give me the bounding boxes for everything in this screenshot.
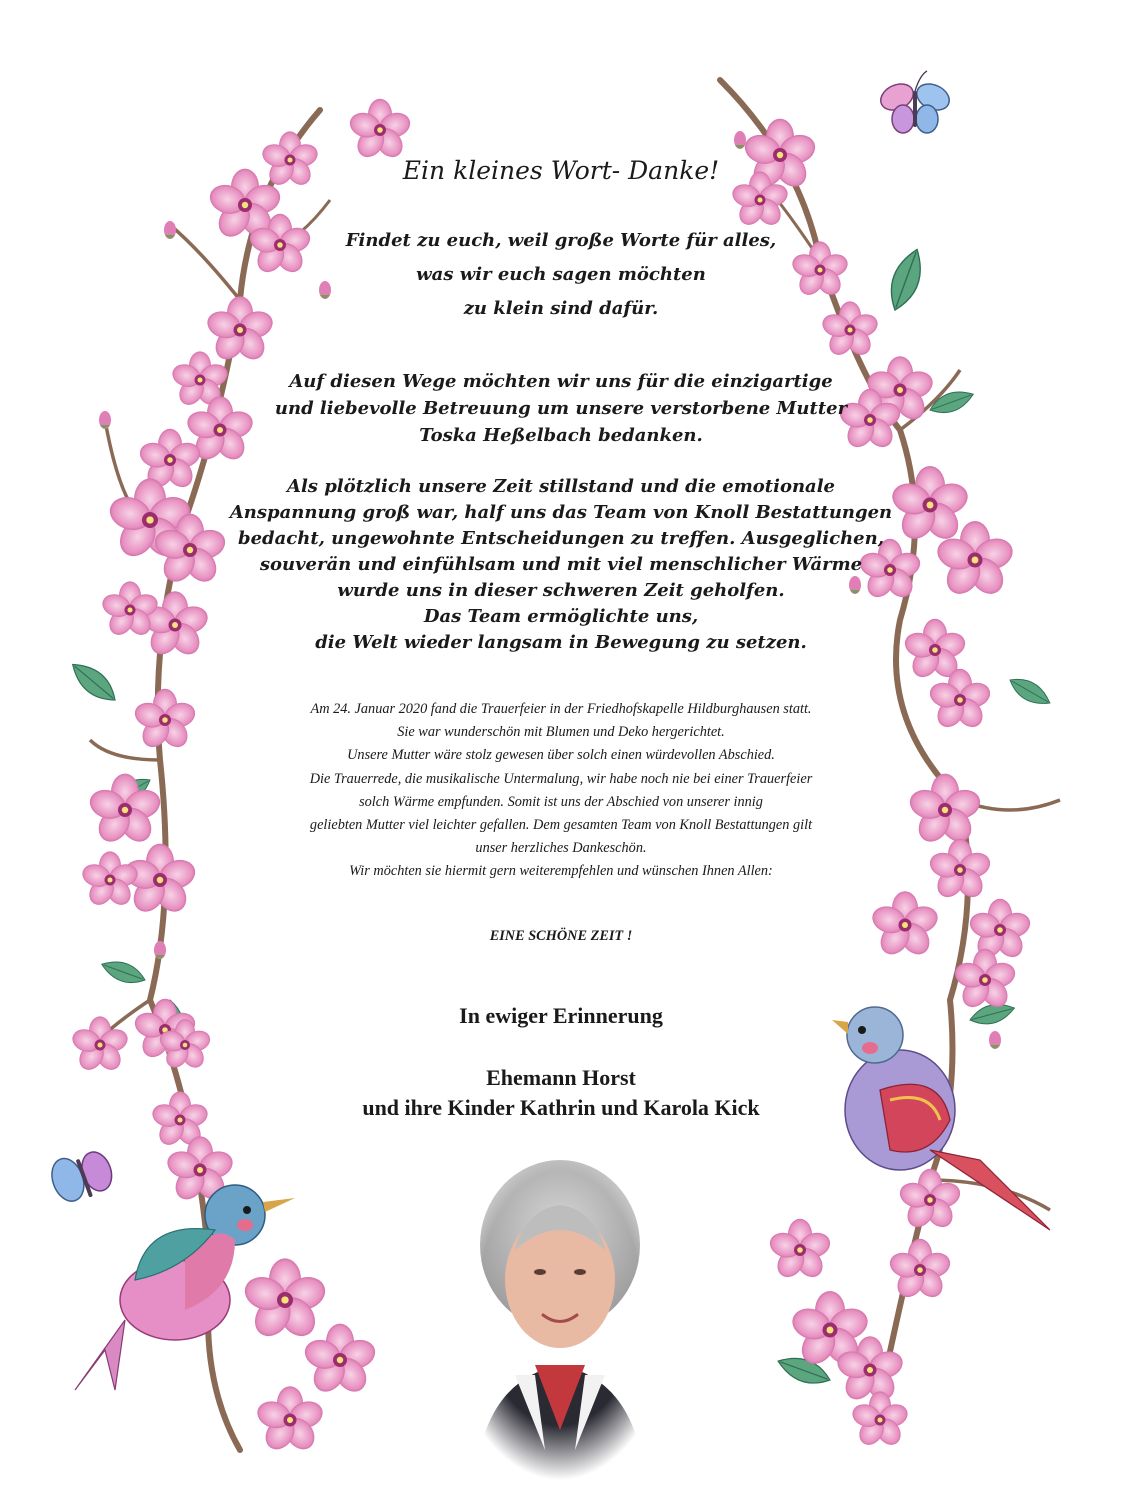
paragraph-line: souverän und einfühlsam und mit viel menschlicher Wärme — [259, 554, 863, 575]
intro-line: was wir euch sagen möchten — [416, 264, 706, 285]
paragraph-line: Das Team ermöglichte uns, — [423, 606, 699, 627]
paragraph-line: wurde uns in dieser schweren Zeit geholfen. — [337, 580, 785, 601]
intro-line: zu klein sind dafür. — [463, 298, 659, 319]
heading: Ein kleines Wort- Danke! — [402, 156, 720, 185]
paragraph-line: Als plötzlich unsere Zeit stillstand und die emotionale — [286, 476, 835, 497]
signer-line: und ihre Kinder Kathrin und Karola Kick — [362, 1095, 760, 1120]
ceremony-paragraph — [0, 698, 1122, 884]
memorial-line: In ewiger Erinnerung — [459, 1003, 663, 1028]
paragraph-line: die Welt wieder langsam in Bewegung zu setzen. — [315, 632, 807, 653]
paragraph-line: Anspannung groß war, half uns das Team von Knoll Bestattungen — [229, 502, 893, 523]
paragraph-line: Toska Heßelbach bedanken. — [419, 425, 703, 446]
paragraph-line: Auf diesen Wege möchten wir uns für die einzigartige — [289, 371, 833, 392]
signer-line: Ehemann Horst — [486, 1065, 636, 1090]
butterfly-top-right — [877, 71, 954, 133]
paragraph-line: solch Wärme empfunden. Somit ist uns der Abschied von unserer innig — [359, 793, 763, 810]
intro-verse — [0, 224, 1122, 326]
paragraph-line: und liebevolle Betreuung um unsere verstorbene Mutter — [274, 398, 848, 419]
paragraph-line: Sie war wunderschön mit Blumen und Deko hergerichtet. — [397, 724, 725, 741]
intro-line: Findet zu euch, weil große Worte für alles, — [345, 230, 777, 251]
signers — [0, 1063, 1122, 1123]
paragraph-line: Die Trauerrede, die musikalische Untermalung, wir habe noch nie bei einer Trauerfeier — [309, 770, 813, 787]
closing-line: EINE SCHÖNE ZEIT ! — [489, 928, 633, 944]
paragraph-line: Wir möchten sie hiermit gern weiterempfehlen und wünschen Ihnen Allen: — [349, 863, 773, 880]
butterfly-left — [46, 1144, 117, 1207]
team-paragraph — [0, 474, 1122, 656]
paragraph-line: bedacht, ungewohnte Entscheidungen zu treffen. Ausgeglichen, — [238, 528, 884, 549]
thanks-paragraph — [0, 368, 1122, 449]
paragraph-line: Am 24. Januar 2020 fand die Trauerfeier in der Friedhofskapelle Hildburghausen statt. — [310, 701, 812, 717]
paragraph-line: unser herzliches Dankeschön. — [475, 840, 647, 857]
paragraph-line: geliebten Mutter viel leichter gefallen. Dem gesamten Team von Knoll Bestattungen gilt — [309, 817, 813, 834]
paragraph-line: Unsere Mutter wäre stolz gewesen über solch einen würdevollen Abschied. — [347, 747, 775, 764]
portrait-photo — [455, 1150, 665, 1480]
